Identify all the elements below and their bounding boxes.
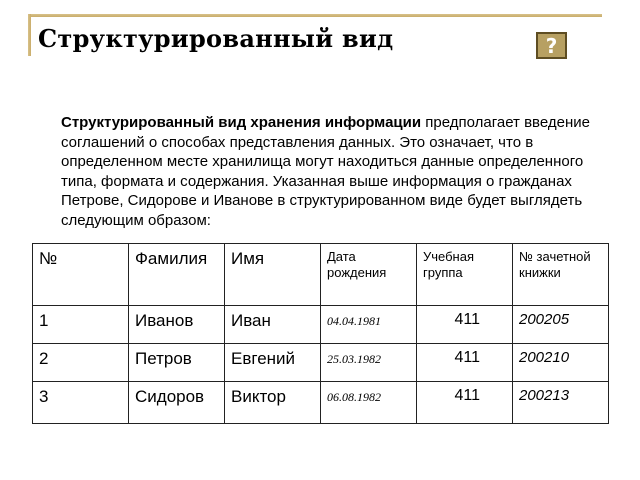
cell-surname: Сидоров	[129, 382, 225, 424]
cell-number: 1	[33, 306, 129, 344]
intro-text: предполагает введение соглашений о способах представления данных. Это означает, что в определенном месте хранилища могут находиться данные определенного типа, формата и содержания. Указанная выше информация о гражданах Петрове, Сидорове и Иванове в структурированном виде будет выглядеть следующим образом:	[61, 114, 590, 229]
table-row	[33, 344, 609, 382]
header-record-book: № зачетной книжки	[513, 244, 609, 306]
header-number: №	[33, 244, 129, 306]
cell-record-book: 200210	[513, 344, 609, 382]
table-row	[33, 306, 609, 344]
header-birth-date: Дата рождения	[321, 244, 417, 306]
page-title: Структурированный вид	[38, 24, 394, 53]
cell-name: Иван	[225, 306, 321, 344]
table-header-row	[33, 244, 609, 306]
intro-bold-lead: Структурированный вид хранения информации	[61, 114, 422, 131]
title-frame	[28, 14, 602, 56]
title-left-rule	[28, 14, 31, 56]
help-button[interactable]	[536, 32, 567, 59]
table-row	[33, 382, 609, 424]
cell-name: Виктор	[225, 382, 321, 424]
cell-birth-date: 06.08.1982	[321, 382, 417, 424]
cell-name: Евгений	[225, 344, 321, 382]
intro-paragraph	[61, 113, 606, 230]
cell-record-book: 200205	[513, 306, 609, 344]
header-name: Имя	[225, 244, 321, 306]
students-table-wrap	[32, 243, 609, 424]
cell-birth-date: 04.04.1981	[321, 306, 417, 344]
question-mark-icon: ?	[545, 33, 558, 58]
header-surname: Фамилия	[129, 244, 225, 306]
cell-group: 411	[417, 382, 513, 424]
cell-group: 411	[417, 344, 513, 382]
cell-birth-date: 25.03.1982	[321, 344, 417, 382]
cell-record-book: 200213	[513, 382, 609, 424]
cell-number: 2	[33, 344, 129, 382]
cell-group: 411	[417, 306, 513, 344]
header-study-group: Учебная группа	[417, 244, 513, 306]
cell-number: 3	[33, 382, 129, 424]
title-top-rule	[28, 14, 602, 17]
students-table	[32, 243, 609, 424]
cell-surname: Петров	[129, 344, 225, 382]
cell-surname: Иванов	[129, 306, 225, 344]
